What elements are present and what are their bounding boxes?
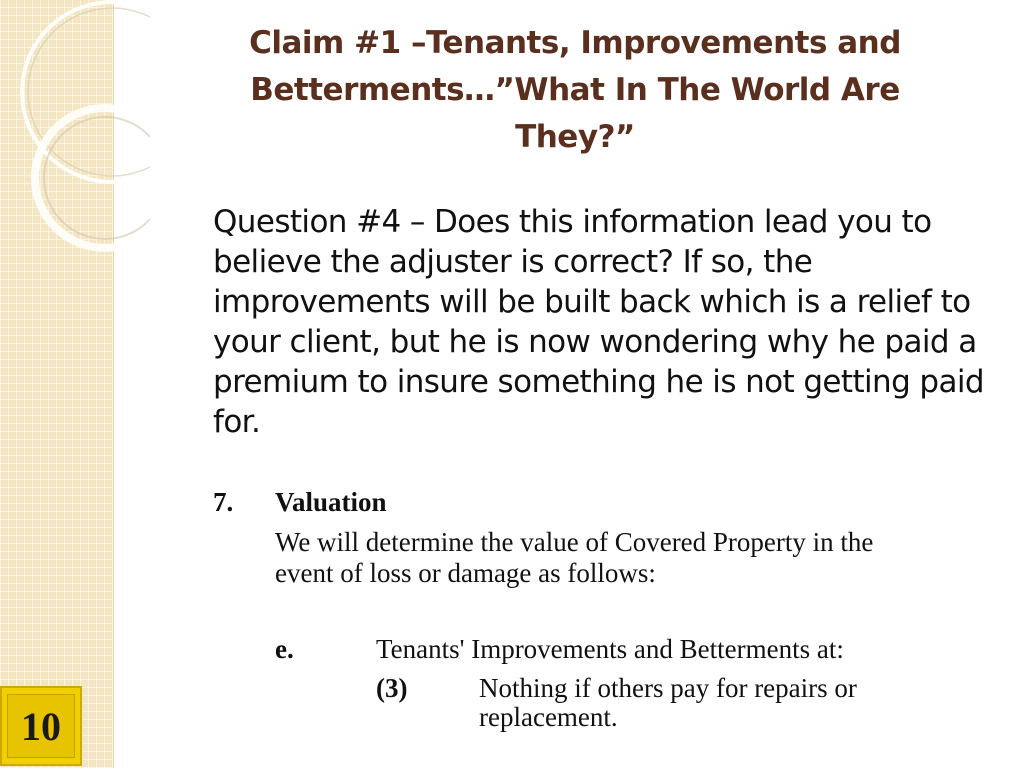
slide-number-badge [0,686,82,766]
sub-item-text-line1: Nothing if others pay for repairs or [479,673,857,703]
slide-number: 10 [7,694,75,758]
sub-item-number: (3) [376,673,408,703]
section-intro-line1: We will determine the value of Covered Property in the [275,527,874,557]
item-text: Tenants' Improvements and Betterments at: [376,634,844,664]
section-intro-line2: event of loss or damage as follows: [275,558,656,588]
slide-title: Claim #1 –Tenants, Improvements and Betterments…”What In The World Are They?” [249,25,901,155]
section-number: 7. [213,487,234,517]
decorative-circles [0,0,150,320]
section-title: Valuation [275,487,387,517]
item-letter: e. [275,634,294,664]
question-text: Question #4 – Does this information lead you to believe the adjuster is correct? If so, the improvements will be built back which is a relief to your client, but he is now wondering why he paid a premium to insure something he is not getting paid for. [213,204,984,440]
sub-item-text-line2: replacement. [479,702,618,732]
